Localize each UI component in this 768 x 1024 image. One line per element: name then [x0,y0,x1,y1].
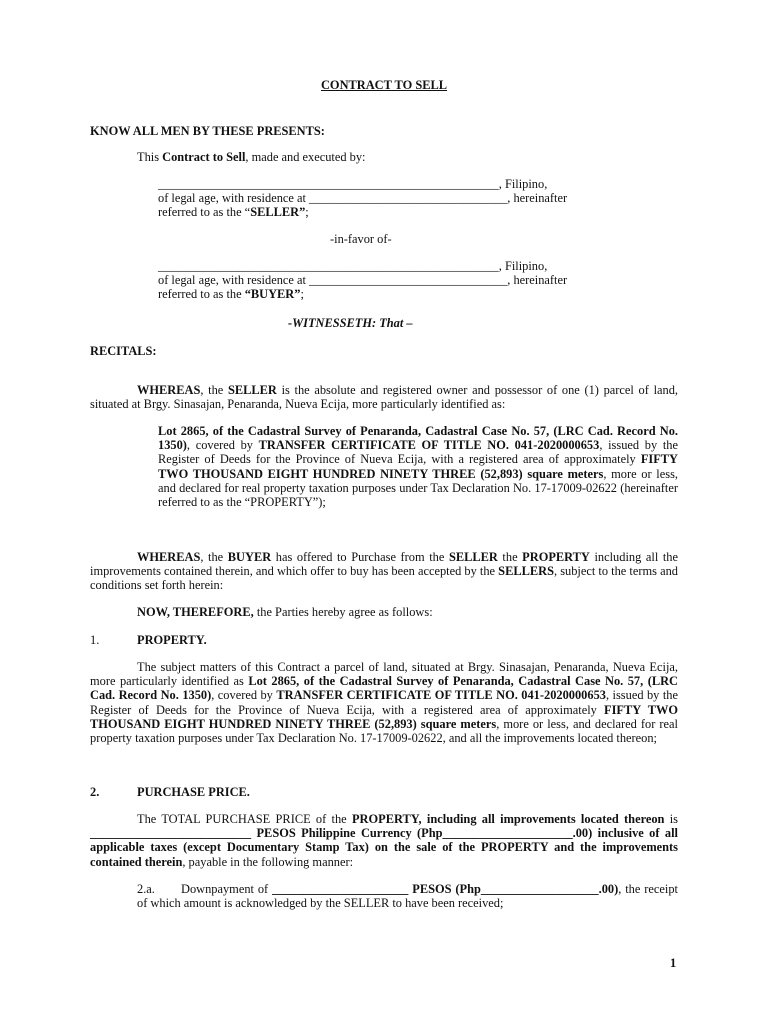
recitals-heading: RECITALS: [90,344,157,358]
lot-title-number: TRANSFER CERTIFICATE OF TITLE NO. 041-2020000653 [258,438,600,453]
whereas-1-text-a: , the [200,383,228,397]
downpayment-label: 2.a. [137,882,155,896]
downpayment-text-a: Downpayment of [181,882,273,896]
buyer-line-2-text: of legal age, with residence at [158,273,310,288]
buyer-term: “BUYER” [244,287,301,302]
seller-line-2 [158,191,608,205]
property-text-a: The subject matters of this Contract a parcel of land, situated at Brgy. Sinasajan, Penaranda, Nueva Ecija, more particularly identified as [90,660,678,689]
property-title-number: TRANSFER CERTIFICATE OF TITLE NO. 041-2020000653 [276,688,606,703]
property-area: FIFTY TWO THOUSAND EIGHT HUNDRED NINETY THREE (52,893) square meters [90,702,678,731]
buyer-line-2 [158,273,608,287]
buyer-block [158,259,608,302]
section-2-number: 2. [90,785,100,799]
lot-identifier: Lot 2865, of the Cadastral Survey of Penaranda, Cadastral Case No. 57, (LRC Cad. Record No. 1350) [158,424,678,453]
seller-block [158,177,608,220]
seller-line-3 [158,205,608,219]
whereas-2-seller: SELLER [448,550,498,564]
document-title: CONTRACT TO SELL [320,78,448,92]
price-text-a: The TOTAL PURCHASE PRICE of the [137,812,352,826]
section-1-number: 1. [90,633,100,647]
property-text-d: , more or less, and declared for real property taxation purposes under Tax Declaration No. 17-17009-02622, and all the improvements located thereon; [90,716,678,746]
property-text-b: , covered by [211,688,277,703]
lot-text-b: , issued by the Register of Deeds for the Province of Nueva Ecija, with a registered area of approximately [158,438,678,467]
lot-area: FIFTY TWO THOUSAND EIGHT HUNDRED NINETY THREE (52,893) square meters [158,452,678,481]
seller-name-blank: _______________________________________________________ [158,177,499,191]
buyer-residence-blank: ________________________________ [309,273,508,288]
whereas-2-text-b: has offered to Purchase from the [271,550,449,564]
whereas-seller-paragraph [90,383,678,411]
whereas-buyer-paragraph [90,550,678,593]
seller-term: SELLER” [250,205,306,220]
whereas-2-text-d: including all the improvements contained therein, and which offer to buy has been accepted by the [90,550,678,579]
lot-text-c: , more or less, and declared for real property taxation purposes under Tax Declaration No. 17-17009-02622 (hereinafter referred to as the “PROPERTY”); [158,466,678,510]
buyer-line-2-end: , hereinafter [507,273,568,288]
price-property-clause: PROPERTY, including all improvements located thereon [351,812,665,826]
buyer-name-blank: _______________________________________________________ [158,259,499,273]
buyer-line-3 [158,287,608,301]
whereas-1-text-b: is the absolute and registered owner and possessor of one (1) parcel of land, situated at Brgy. Sinasajan, Penaranda, Nueva Ecija, more particularly identified as: [90,383,679,412]
witnesseth: -WITNESSETH: That – [288,316,413,330]
section-2-title: PURCHASE PRICE. [137,785,250,799]
intro-text: This [137,150,163,164]
intro-line [137,150,366,164]
buyer-line-1 [158,259,608,273]
know-all-heading: KNOW ALL MEN BY THESE PRESENTS: [90,124,325,138]
intro-bold: Contract to Sell [162,150,246,164]
seller-residence-blank: ________________________________ [309,191,508,206]
property-text-c: , issued by the Register of Deeds for the Province of Nueva Ecija, with a registered area of approximately [90,688,678,717]
whereas-2-text-a: , the [200,550,228,564]
whereas-1-seller: SELLER [227,383,277,397]
lot-description-paragraph [158,424,678,509]
seller-line-2-text: of legal age, with residence at [158,191,310,206]
buyer-line-3-end: ; [300,287,304,302]
purchase-price-paragraph [90,812,678,869]
downpayment-text-b: , the receipt of which amount is acknowledged by the SELLER to have been received; [137,882,678,911]
seller-line-3-text: referred to as the “ [158,205,251,220]
price-text-c: , payable in the following manner: [182,854,354,869]
page-number: 1 [670,956,677,970]
downpayment-amount: ______________________ PESOS (Php___________________.00) [272,882,619,896]
whereas-2-keyword: WHEREAS [137,550,201,564]
whereas-1-keyword: WHEREAS [137,383,201,397]
lot-text-a: , covered by [186,438,259,453]
now-therefore-text: the Parties hereby agree as follows: [253,605,433,619]
seller-line-1-end: , Filipino, [498,177,548,191]
property-lot-identifier: Lot 2865, of the Cadastral Survey of Penaranda, Cadastral Case No. 57, (LRC Cad. Record No. 1350) [90,674,678,703]
buyer-line-1-end: , Filipino, [498,259,548,273]
whereas-2-property: PROPERTY [522,550,590,564]
price-amount-clause: __________________________ PESOS Philippine Currency (Php_____________________.00) inclusive of all applicable taxes (except Documentary Stamp Tax) on the sale of the PROPERTY and the improvements contained therein [90,826,678,869]
downpayment-paragraph [137,882,678,910]
price-text-b: is [664,812,678,826]
seller-line-1 [158,177,608,191]
now-therefore-line [137,605,433,619]
property-paragraph [90,660,678,745]
intro-text-end: , made and executed by: [245,150,366,164]
whereas-2-sellers: SELLERS [498,564,554,579]
buyer-line-3-text: referred to as the [158,287,245,302]
whereas-2-buyer: BUYER [227,550,272,564]
in-favor-of: -in-favor of- [330,232,392,246]
whereas-2-text-c: the [497,550,523,564]
section-1-title: PROPERTY. [137,633,207,647]
now-therefore-keyword: NOW, THEREFORE, [137,605,254,619]
whereas-2-text-e: , subject to the terms and conditions set forth herein: [90,564,678,593]
seller-line-3-end: ; [305,205,309,220]
seller-line-2-end: , hereinafter [507,191,568,206]
